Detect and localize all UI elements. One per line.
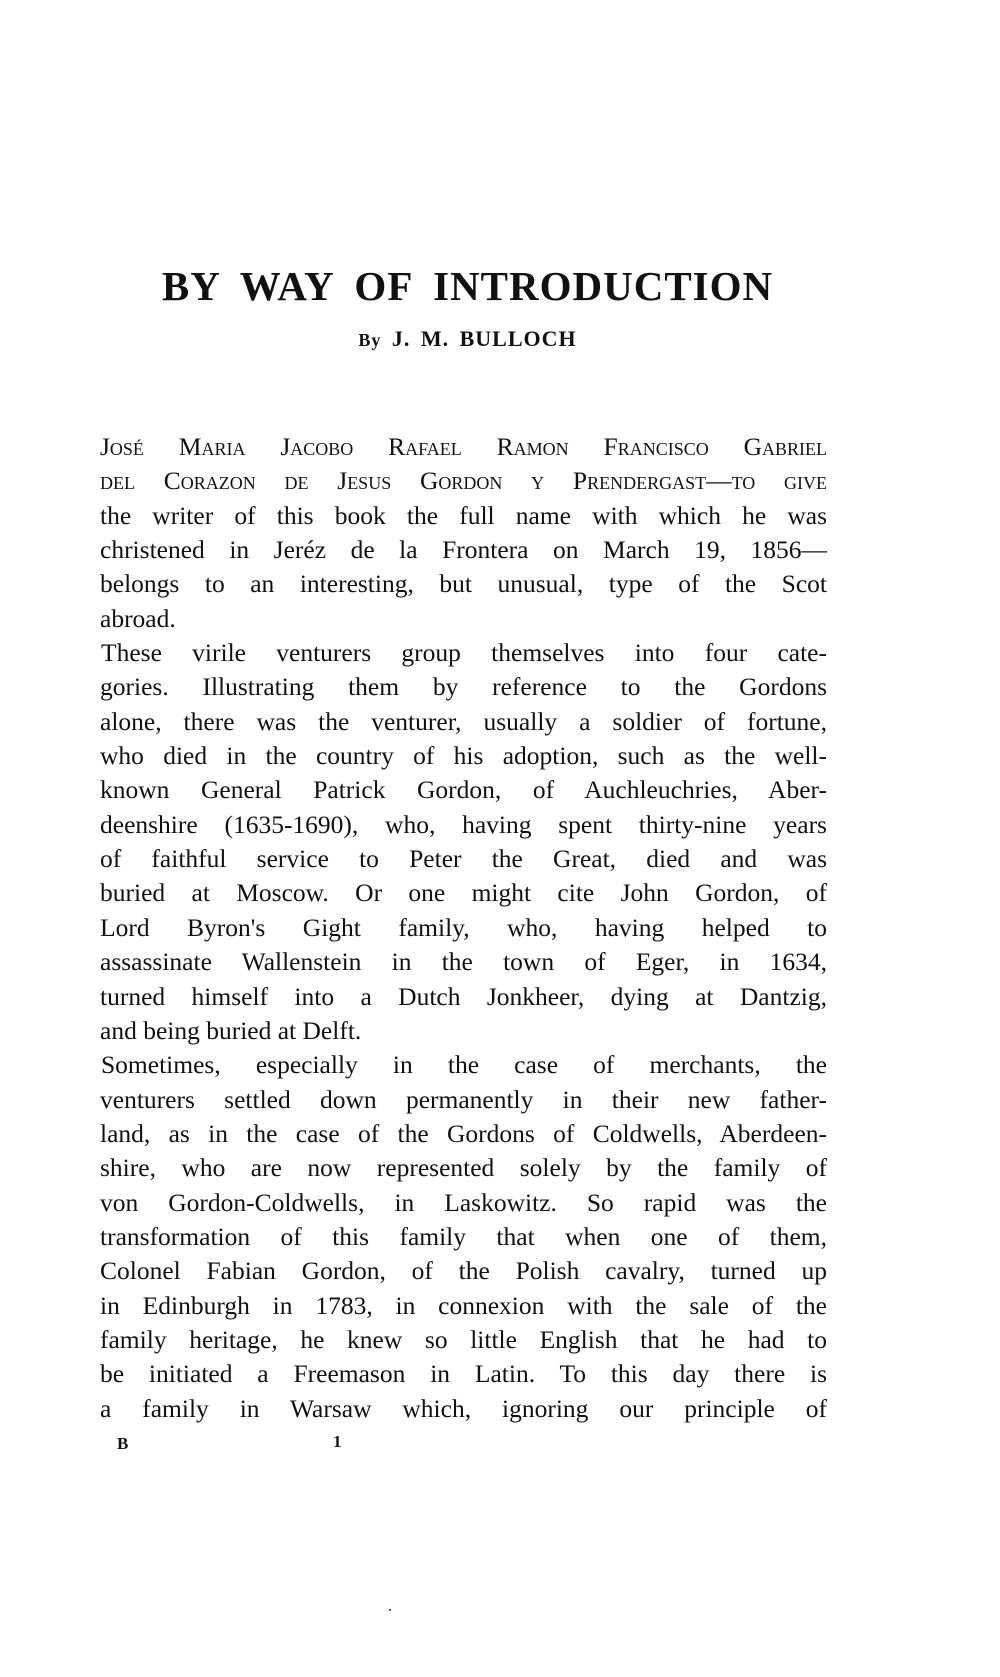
- text-line: These virile venturers group themselves into four cate-: [101, 638, 827, 668]
- text-line: and being buried at Delft.: [100, 1015, 362, 1045]
- text-line: Colonel Fabian Gordon, of the Polish cavalry, turned up: [100, 1256, 827, 1286]
- text-line: del Corazon de Jesus Gordon y Prendergast—to give: [100, 466, 827, 496]
- text-line: christened in Jeréz de la Frontera on March 19, 1856—: [100, 535, 827, 565]
- signature-mark: B: [117, 1434, 129, 1453]
- text-line: venturers settled down permanently in their new father-: [100, 1084, 827, 1114]
- text-line: in Edinburgh in 1783, in connexion with the sale of the: [100, 1290, 827, 1320]
- text-line: gories. Illustrating them by reference to the Gordons: [100, 672, 827, 702]
- paragraph-1: [100, 430, 827, 636]
- page-number: 1: [333, 1432, 342, 1451]
- text-line: land, as in the case of the Gordons of Coldwells, Aberdeen-: [100, 1118, 827, 1148]
- chapter-title: BY WAY OF INTRODUCTION: [161, 263, 774, 309]
- byline: [0, 326, 935, 352]
- text-line: abroad.: [100, 603, 176, 633]
- text-line: alone, there was the venturer, usually a soldier of fortune,: [100, 706, 827, 736]
- scan-speck: [389, 1609, 391, 1611]
- byline-author: J. M. BULLOCH: [391, 326, 577, 351]
- paragraph-3: [100, 1048, 827, 1426]
- text-line: who died in the country of his adoption, such as the well-: [100, 741, 827, 771]
- text-line: a family in Warsaw which, ignoring our principle of: [100, 1393, 827, 1423]
- text-line: buried at Moscow. Or one might cite John Gordon, of: [100, 878, 827, 908]
- text-line: shire, who are now represented solely by the family of: [100, 1153, 827, 1183]
- body-text: [100, 430, 827, 1426]
- text-line: be initiated a Freemason in Latin. To this day there is: [100, 1359, 827, 1389]
- text-line: deenshire (1635-1690), who, having spent thirty-nine years: [100, 809, 827, 839]
- byline-prefix: By: [358, 330, 382, 350]
- paragraph-2: [100, 636, 827, 1048]
- text-line: Sometimes, especially in the case of merchants, the: [101, 1050, 827, 1080]
- text-line: known General Patrick Gordon, of Auchleuchries, Aber-: [100, 775, 827, 805]
- text-line: family heritage, he knew so little English that he had to: [100, 1324, 827, 1354]
- text-line: assassinate Wallenstein in the town of Eger, in 1634,: [100, 947, 827, 977]
- text-line: the writer of this book the full name with which he was: [100, 500, 827, 530]
- text-line: turned himself into a Dutch Jonkheer, dying at Dantzig,: [100, 981, 827, 1011]
- text-line: Lord Byron's Gight family, who, having helped to: [100, 912, 827, 942]
- text-line: José Maria Jacobo Rafael Ramon Francisco Gabriel: [100, 432, 827, 461]
- text-line: of faithful service to Peter the Great, died and was: [100, 844, 827, 874]
- text-line: transformation of this family that when one of them,: [100, 1221, 827, 1251]
- text-line: belongs to an interesting, but unusual, type of the Scot: [100, 569, 827, 599]
- text-line: von Gordon-Coldwells, in Laskowitz. So rapid was the: [100, 1187, 827, 1217]
